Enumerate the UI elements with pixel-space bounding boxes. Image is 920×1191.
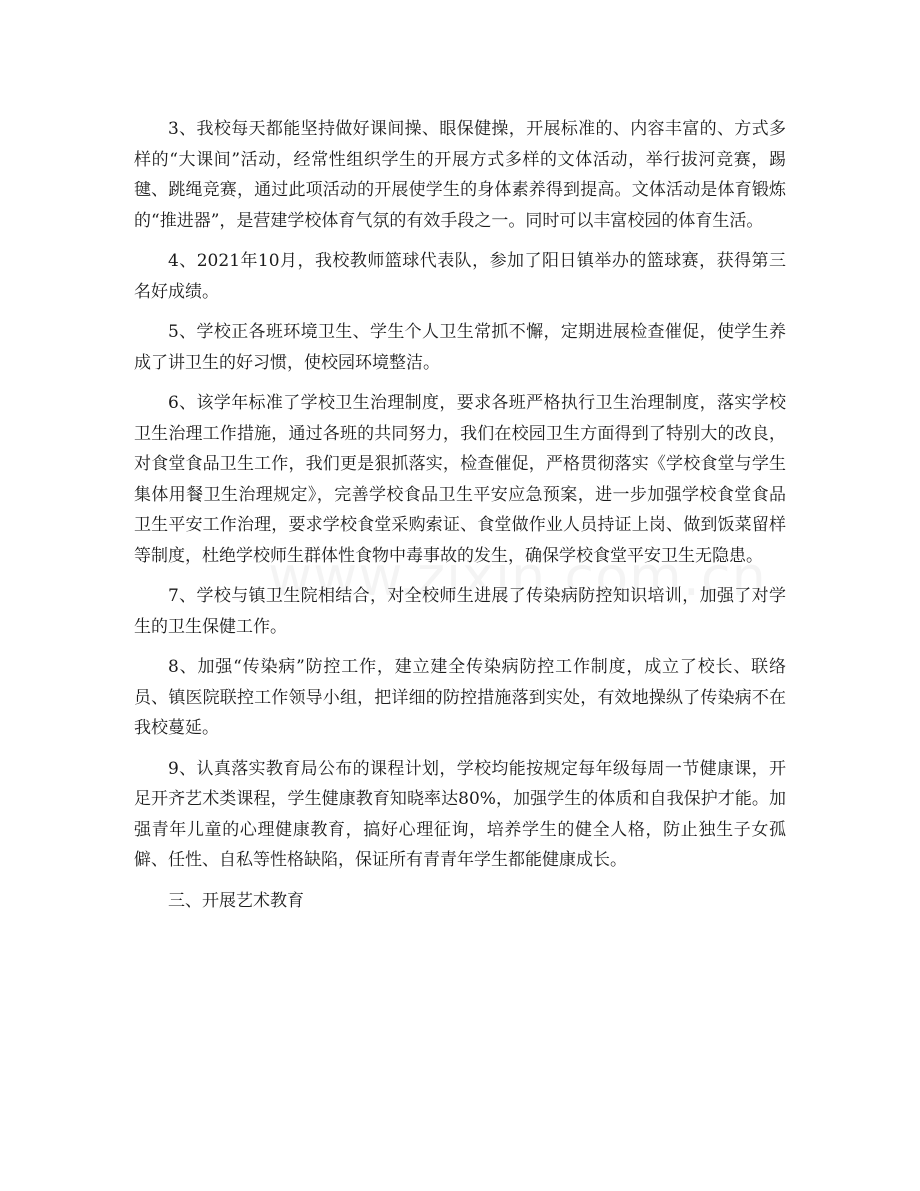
paragraph-5: 5、学校正各班环境卫生、学生个人卫生常抓不懈，定期进展检查催促，使学生养成了讲卫生的好习惯，使校园环境整洁。 [134,322,786,373]
paragraph-4: 4、2021年10月，我校教师篮球代表队，参加了阳日镇举办的篮球赛，获得第三名好成绩。 [134,251,786,302]
section-heading-art-education: 三、开展艺术教育 [168,890,304,911]
paragraph-8: 8、加强“传染病”防控工作，建立建全传染病防控工作制度，成立了校长、联络员、镇医院联控工作领导小组，把详细的防控措施落到实处，有效地操纵了传染病不在我校蔓延。 [134,657,786,738]
paragraph-7: 7、学校与镇卫生院相结合，对全校师生进展了传染病防控知识培训，加强了对学生的卫生保健工作。 [134,586,786,637]
document-body [134,114,786,926]
paragraph-6: 6、该学年标准了学校卫生治理制度，要求各班严格执行卫生治理制度，落实学校卫生治理工作措施，通过各班的共同努力，我们在校园卫生方面得到了特别大的改良，对食堂食品卫生工作，我们更是狠抓落实，检查催促，严格贯彻落实《学校食堂与学生集体用餐卫生治理规定》，完善学校食品卫生平安应急预案，进一步加强学校食堂食品卫生平安工作治理，要求学校食堂采购索证、食堂做作业人员持证上岗、做到饭菜留样等制度，杜绝学校师生群体性食物中毒事故的发生，确保学校食堂平安卫生无隐患。 [134,393,786,566]
paragraph-3: 3、我校每天都能坚持做好课间操、眼保健操，开展标准的、内容丰富的、方式多样的“大课间”活动，经常性组织学生的开展方式多样的文体活动，举行拔河竞赛，踢毽、跳绳竞赛，通过此项活动的开展使学生的身体素养得到提高。文体活动是体育锻炼的“推进器”，是营建学校体育气氛的有效手段之一。同时可以丰富校园的体育生活。 [134,119,786,231]
paragraph-9: 9、认真落实教育局公布的课程计划，学校均能按规定每年级每周一节健康课，开足开齐艺术类课程，学生健康教育知晓率达80%，加强学生的体质和自我保护才能。加强青年儿童的心理健康教育，搞好心理征询，培养学生的健全人格，防止独生子女孤僻、任性、自私等性格缺陷，保证所有青青年学生都能健康成长。 [134,758,786,870]
